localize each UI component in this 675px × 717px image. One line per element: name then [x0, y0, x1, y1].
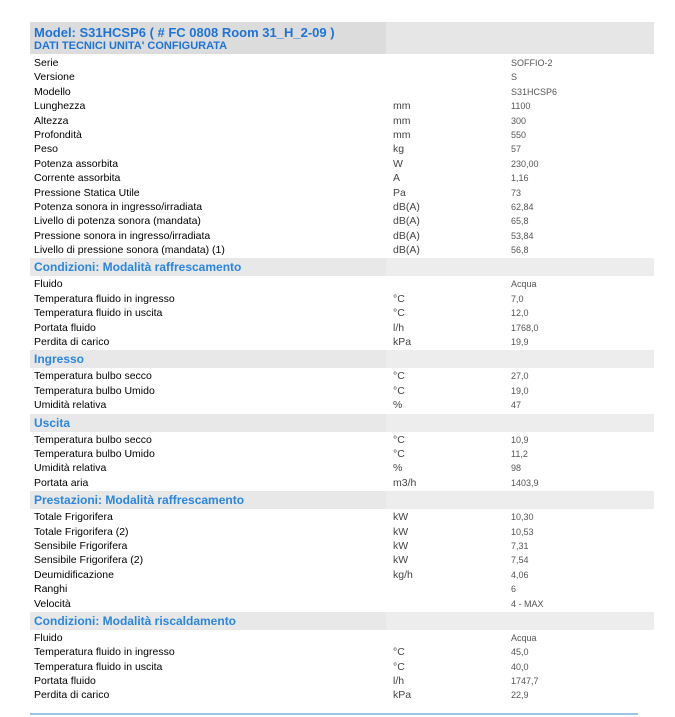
table-row [30, 688, 654, 702]
section-title: Prestazioni: Modalità raffrescamento [34, 493, 245, 508]
table-row [30, 114, 654, 128]
row-label: Fluido [34, 631, 63, 644]
datasheet-header [30, 22, 654, 54]
row-value: 7,54 [511, 555, 529, 566]
row-label: Fluido [34, 278, 63, 291]
datasheet-subtitle: DATI TECNICI UNITA' CONFIGURATA [34, 40, 228, 52]
row-unit: mm [393, 128, 411, 141]
table-row [30, 56, 654, 70]
row-value: 98 [511, 463, 522, 474]
table-row [30, 461, 654, 475]
row-value: 1747,7 [511, 676, 539, 687]
row-value: 10,53 [511, 526, 534, 537]
row-label: Deumidificazione [34, 568, 114, 581]
row-unit: % [393, 462, 403, 475]
row-unit: Pa [393, 186, 406, 199]
table-row [30, 631, 654, 645]
row-label: Portata fluido [34, 321, 96, 334]
row-value: 230,00 [511, 158, 539, 169]
row-unit: dB(A) [393, 244, 420, 257]
row-value: Acqua [511, 632, 537, 643]
row-value: SOFFIO-2 [511, 58, 553, 68]
row-label: Temperatura fluido in ingresso [34, 292, 175, 305]
bottom-divider [30, 713, 638, 715]
row-value: Acqua [511, 279, 537, 290]
table-row [30, 321, 654, 335]
technical-datasheet [30, 22, 654, 703]
row-unit: kW [393, 539, 409, 552]
row-label: Umidità relativa [34, 462, 107, 475]
row-label: Potenza sonora in ingresso/irradiata [34, 200, 203, 213]
datasheet-body [30, 54, 654, 703]
table-row [30, 539, 654, 553]
row-unit: °C [393, 292, 405, 305]
row-unit: l/h [393, 321, 405, 334]
row-unit: °C [393, 307, 405, 320]
row-value: 4,06 [511, 569, 529, 580]
table-row [30, 645, 654, 659]
table-row [30, 398, 654, 412]
row-unit: W [393, 157, 403, 170]
row-value: 73 [511, 187, 522, 198]
row-value: 10,9 [511, 434, 529, 445]
row-unit: dB(A) [393, 200, 420, 213]
table-row [30, 229, 654, 243]
row-value: 19,0 [511, 385, 529, 396]
row-label: Totale Frigorifera [34, 511, 113, 524]
row-value: 1100 [511, 101, 531, 112]
row-unit: mm [393, 114, 411, 127]
table-row [30, 510, 654, 524]
row-unit: mm [393, 100, 411, 113]
row-label: Serie [34, 57, 59, 69]
row-unit: °C [393, 660, 405, 673]
row-unit: kPa [393, 336, 412, 349]
row-value: 19,9 [511, 337, 529, 348]
table-row [30, 277, 654, 291]
section-title: Condizioni: Modalità riscaldamento [34, 613, 237, 628]
table-row [30, 447, 654, 461]
row-value: 550 [511, 129, 527, 140]
table-row [30, 186, 654, 200]
row-label: Versione [34, 71, 75, 84]
row-value: 1,16 [511, 173, 529, 184]
section-header [30, 350, 654, 368]
row-value: 56,8 [511, 245, 529, 256]
row-label: Profondità [34, 128, 82, 141]
section-title: Uscita [34, 415, 71, 430]
row-label: Portata fluido [34, 675, 96, 688]
row-value: 1768,0 [511, 322, 539, 333]
row-label: Corrente assorbita [34, 172, 121, 185]
row-unit: l/h [393, 675, 405, 688]
row-value: S [511, 72, 518, 83]
table-row [30, 70, 654, 84]
table-row [30, 384, 654, 398]
table-row [30, 306, 654, 320]
section-title: Condizioni: Modalità raffrescamento [34, 260, 242, 275]
row-unit: kW [393, 554, 409, 567]
row-value: 65,8 [511, 216, 529, 227]
row-unit: % [393, 399, 403, 412]
row-unit: A [393, 172, 401, 185]
row-label: Portata aria [34, 476, 89, 489]
row-label: Umidità relativa [34, 399, 107, 412]
table-row [30, 142, 654, 156]
row-unit: kg/h [393, 568, 413, 581]
table-row [30, 568, 654, 582]
row-unit: °C [393, 433, 405, 446]
table-row [30, 597, 654, 611]
row-unit: °C [393, 370, 405, 383]
section-header [30, 612, 654, 630]
section-header [30, 258, 654, 276]
row-label: Temperatura bulbo Umido [34, 447, 155, 460]
row-label: Totale Frigorifera (2) [34, 525, 129, 538]
row-unit: dB(A) [393, 215, 420, 228]
row-label: Livello di potenza sonora (mandata) [34, 215, 201, 228]
row-label: Sensibile Frigorifera (2) [34, 554, 144, 567]
row-label: Temperatura bulbo secco [34, 370, 152, 383]
table-row [30, 525, 654, 539]
row-unit: dB(A) [393, 229, 420, 242]
row-value: 12,0 [511, 308, 529, 319]
row-label: Temperatura bulbo secco [34, 433, 152, 446]
row-value: 22,9 [511, 690, 529, 701]
row-value: 11,2 [511, 448, 528, 459]
section-header [30, 414, 654, 432]
row-label: Sensibile Frigorifera [34, 539, 128, 552]
row-unit: °C [393, 384, 405, 397]
table-row [30, 433, 654, 447]
row-value: 53,84 [511, 230, 534, 241]
row-label: Temperatura fluido in uscita [34, 307, 163, 320]
row-value: 7,31 [511, 540, 529, 551]
row-unit: kPa [393, 689, 412, 702]
model-title: Model: S31HCSP6 ( # FC 0808 Room 31_H_2-09 ) [34, 25, 335, 40]
row-label: Pressione sonora in ingresso/irradiata [34, 229, 211, 242]
table-row [30, 476, 654, 490]
section-header [30, 491, 654, 509]
table-row [30, 200, 654, 214]
row-label: Perdita di carico [34, 336, 110, 349]
row-label: Perdita di carico [34, 689, 110, 702]
section-title: Ingresso [34, 352, 85, 367]
table-row [30, 674, 654, 688]
row-unit: kg [393, 143, 405, 156]
row-value: 27,0 [511, 371, 529, 382]
row-label: Velocità [34, 597, 71, 610]
table-row [30, 214, 654, 228]
row-label: Temperatura fluido in uscita [34, 660, 163, 673]
row-value: 62,84 [511, 201, 534, 212]
row-label: Lunghezza [34, 100, 86, 113]
table-row [30, 243, 654, 257]
row-label: Altezza [34, 114, 69, 127]
table-row [30, 553, 654, 567]
row-unit: °C [393, 447, 405, 460]
table-row [30, 128, 654, 142]
table-row [30, 85, 654, 99]
row-label: Potenza assorbita [34, 157, 119, 170]
row-value: 57 [511, 144, 522, 155]
table-row [30, 660, 654, 674]
row-unit: °C [393, 646, 405, 659]
row-value: S31HCSP6 [511, 86, 558, 97]
row-label: Peso [34, 143, 58, 156]
table-row [30, 292, 654, 306]
row-label: Modello [34, 85, 71, 98]
row-value: 300 [511, 115, 527, 126]
row-unit: kW [393, 525, 409, 538]
row-value: 40,0 [511, 661, 529, 672]
table-row [30, 582, 654, 596]
row-label: Temperatura bulbo Umido [34, 384, 155, 397]
table-row [30, 369, 654, 383]
row-value: 7,0 [511, 293, 524, 304]
row-value: 45,0 [511, 647, 529, 658]
row-label: Pressione Statica Utile [34, 186, 140, 199]
row-value: 6 [511, 584, 517, 595]
row-unit: m3/h [393, 476, 417, 489]
row-unit: kW [393, 511, 409, 524]
row-value: 10,30 [511, 512, 534, 523]
table-row [30, 171, 654, 185]
table-row [30, 157, 654, 171]
table-row [30, 335, 654, 349]
table-row [30, 99, 654, 113]
row-label: Temperatura fluido in ingresso [34, 646, 175, 659]
row-value: 1403,9 [511, 477, 539, 488]
row-value: 47 [511, 400, 522, 411]
row-label: Livello di pressione sonora (mandata) (1) [34, 244, 225, 257]
row-label: Ranghi [34, 583, 68, 596]
row-value: 4 - MAX [511, 598, 544, 609]
